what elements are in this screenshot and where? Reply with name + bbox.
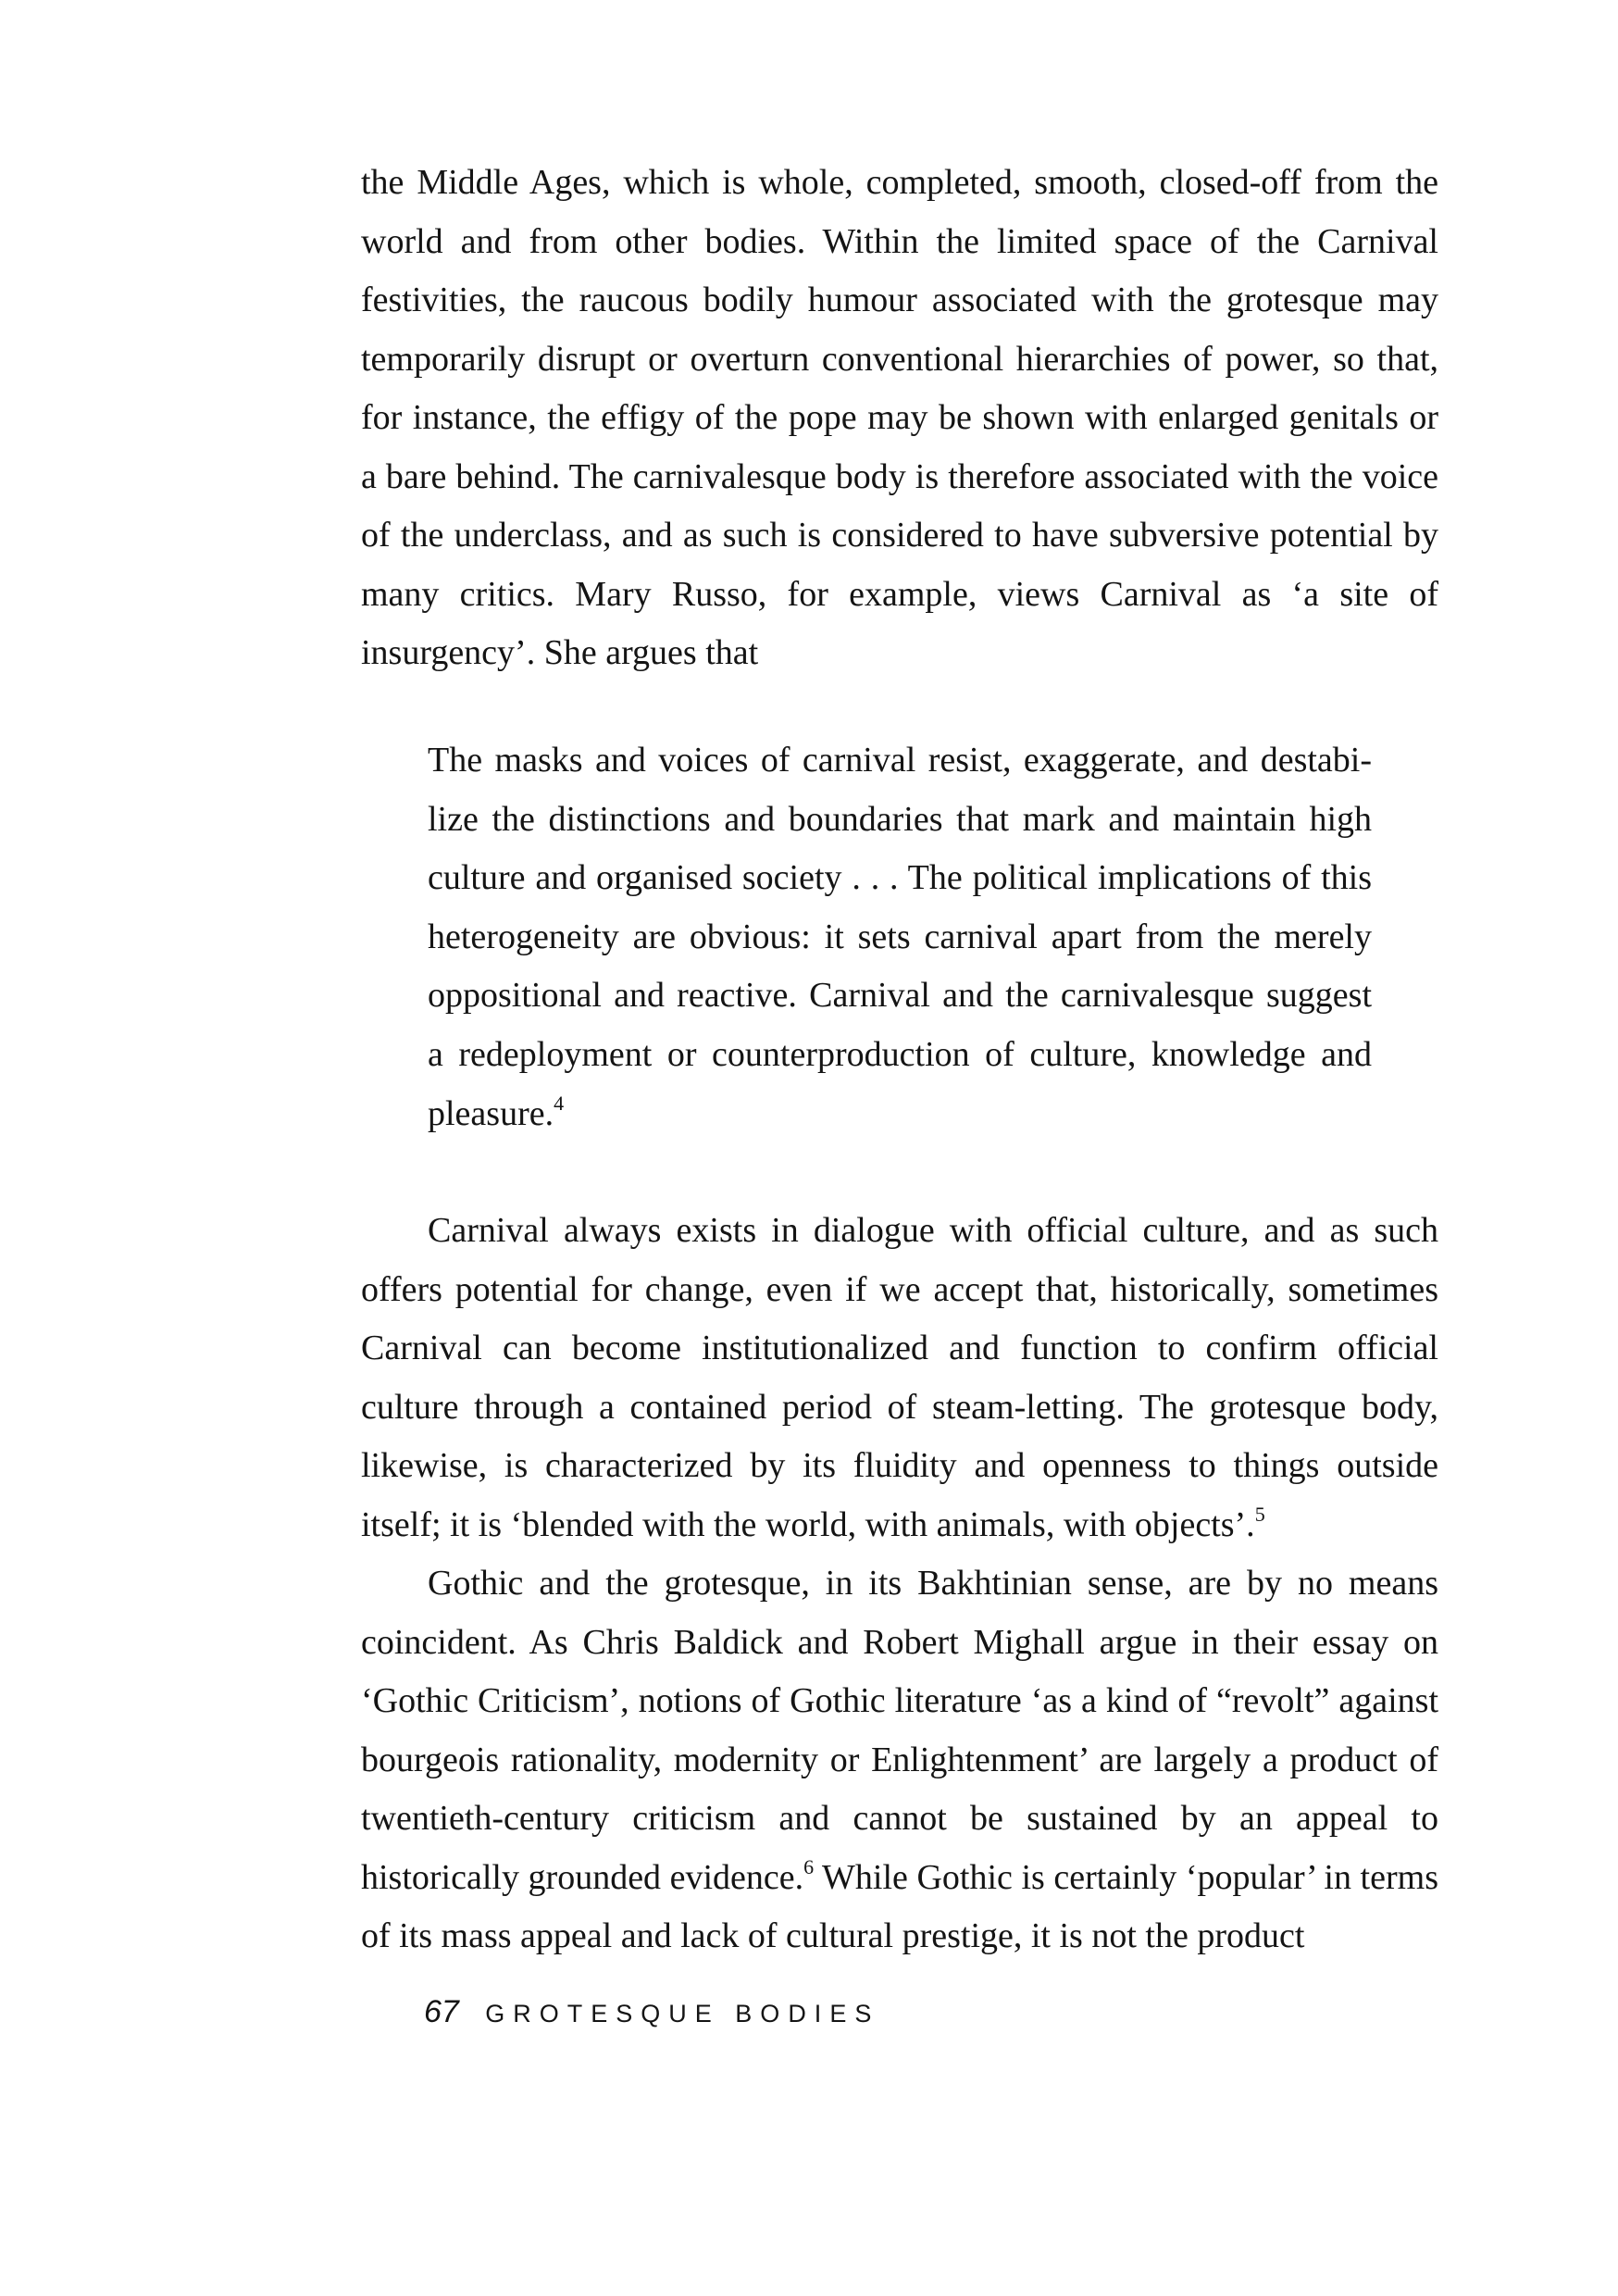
paragraph-gothic-grotesque — [361, 1554, 1438, 1966]
footnote-marker-4[interactable]: 4 — [554, 1091, 565, 1115]
block-quote-text: The masks and voices of carnival resist, exaggerate, and destabilize the distinctions and boundaries that mark and maintain high culture and organised society . . . The political implications of this heterogeneity are obvious: it sets carnival apart from the merely oppositional and reactive. Carnival and the carnivalesque suggest a redeployment or counterproduction of culture, knowledge and pleasure. — [428, 741, 1372, 1133]
top-paragraph: the Middle Ages, which is whole, completed, smooth, closed-off from the world and from other bodies. Within the limited space of the Carnival festivities, the raucous bodily humour associated with the grotesque may temporarily disrupt or overturn conventional hierarchies of power, so that, for instance, the effigy of the pope may be shown with enlarged genitals or a bare behind. The carnivalesque body is therefore associated with the voice of the underclass, and as such is considered to have subversive potential by many critics. Mary Russo, for example, views Carnival as ‘a site of insurgency’. She argues that — [361, 163, 1438, 672]
footnote-marker-6[interactable]: 6 — [803, 1854, 815, 1878]
paragraph-gothic-grotesque-text-end: While Gothic is certainly ‘popular’ in terms of its mass appeal and lack of cultural prestige, it is not the product — [361, 1857, 1438, 1955]
paragraph-gothic-grotesque-text-start: Gothic and the grotesque, in its Bakhtinian sense, are by no means coincident. As Chris Baldick and Robert Mighall argue in their essay on ‘Gothic Criticism’, notions of Gothic literature ‘as a kind of “revolt” against bourgeois rationality, modernity or Enlightenment’ are largely a product of twentieth-century criticism and cannot be sustained by an appeal to historically grounded evidence. — [361, 1564, 1438, 1897]
body-text-lower — [361, 1202, 1438, 1966]
page-footer — [424, 1994, 879, 2030]
paragraph-carnival-dialogue-text: Carnival always exists in dialogue with official culture, and as such offers potential for change, even if we accept that, historically, sometimes Carnival can become institutionalized and function to confirm official culture through a contained period of steam-letting. The grotesque body, likewise, is characterized by its fluidity and openness to things outside itself; it is ‘blended with the world, with animals, with objects’. — [361, 1211, 1438, 1544]
footnote-marker-5[interactable]: 5 — [1254, 1502, 1265, 1526]
block-quote — [428, 731, 1372, 1143]
page-number: 67 — [424, 1994, 459, 2029]
paragraph-carnival-dialogue — [361, 1202, 1438, 1554]
running-head: GROTESQUE BODIES — [485, 2000, 880, 2028]
